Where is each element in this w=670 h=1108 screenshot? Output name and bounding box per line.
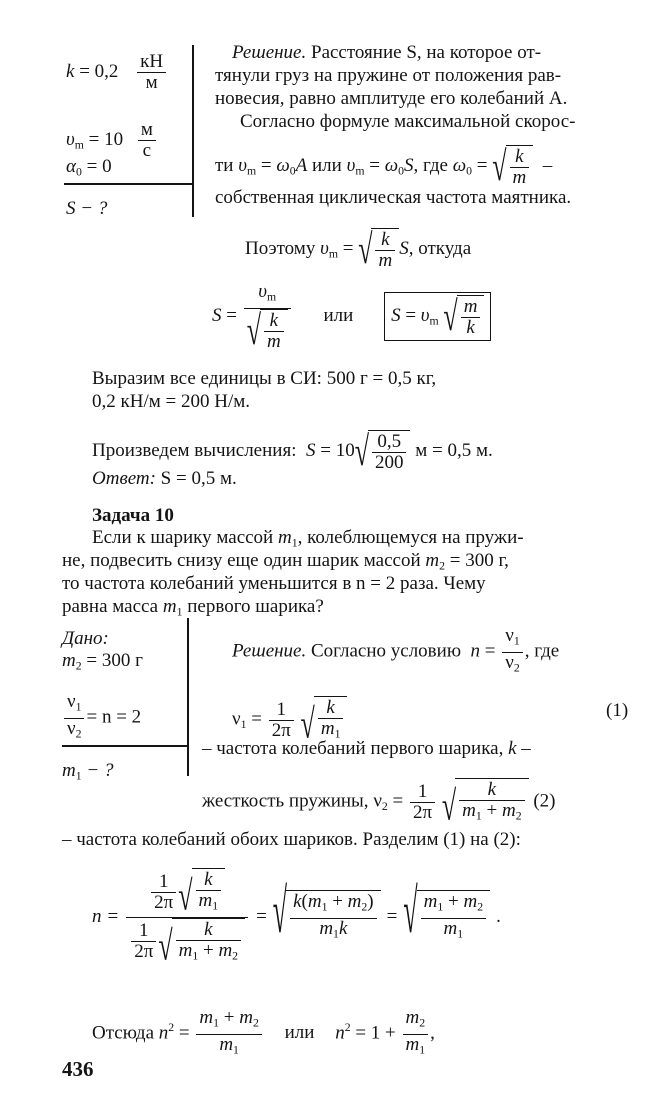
var: ν [232, 708, 241, 730]
var: m [219, 1033, 234, 1055]
or-text: или [284, 1022, 315, 1044]
sub: 1 [333, 927, 339, 941]
var: n [470, 640, 481, 662]
big-frac: $\frac{1}{2\pi}$ √ $\frac{k}{m_1}$ $\frac{1}{2\pi}$ √ $\frac{k}{m_1 + m_2}$ [126, 868, 248, 966]
text: Расстояние S, на которое от- [311, 42, 542, 63]
sub: 1 [176, 605, 183, 619]
var: S [212, 305, 222, 327]
text: Отсюда [92, 1022, 155, 1044]
text: ти [215, 154, 234, 176]
text: Согласно условию [311, 640, 462, 662]
hence-line: Отсюда $n^2$ = $\frac{m_1 + m_2}{m_1}$ или $n^2 = 1$ + $\frac{m_2}{m_1}$ , [92, 1007, 435, 1057]
sub: 1 [334, 727, 341, 741]
var: m [62, 760, 76, 781]
text: Произведем вычисления: [92, 439, 297, 461]
sol1-line1 [232, 42, 636, 64]
sol1-line5: ти $\upsilon_m = \omega_0A$ или $\upsilon_m = \omega_0S$, где $\omega_0$ = √ $\frac{k}{m}$ – [215, 143, 553, 190]
var: m [501, 800, 516, 821]
sub: 0 [289, 164, 296, 178]
sub: 0 [398, 164, 405, 178]
task-p4 [62, 596, 324, 624]
var-alpha: α [66, 156, 76, 177]
sub: 1 [513, 634, 520, 648]
sub: 2 [75, 659, 82, 673]
eq2-line: жесткость пружины, $\nu_2$ = $\frac{1}{2\pi}$ √ $\frac{k}{m_1 + m_2}$ (2) [202, 779, 556, 829]
den: k [466, 317, 475, 339]
solution-label: Решение. [232, 640, 307, 662]
var: m [218, 939, 233, 961]
given-divider [64, 183, 192, 185]
text: – частота колебаний первого шарика, [202, 738, 504, 759]
var: υ [320, 237, 329, 259]
sol1-line4: Согласно формуле максимальной скорос- [240, 111, 576, 132]
den: 2π [154, 891, 174, 913]
sub: 0 [75, 165, 82, 179]
given-k [66, 52, 168, 93]
sub: 2 [75, 727, 82, 741]
given-separator [192, 45, 194, 217]
text: , откуда [408, 237, 472, 259]
den: m [267, 330, 281, 352]
given2-find [62, 760, 113, 788]
num: k [196, 870, 222, 891]
given2-divider [62, 745, 188, 747]
var: m [198, 890, 213, 911]
num: k [264, 311, 284, 332]
sub: 2 [381, 800, 388, 814]
var-k: k [66, 60, 75, 82]
sub: m [328, 247, 338, 261]
dash: – [521, 738, 531, 759]
var: ν [67, 717, 76, 739]
var: m [277, 527, 292, 548]
sol1-line2: тянули груз на пружине от положения рав- [215, 65, 562, 86]
den: 2π [134, 941, 154, 963]
var: n [158, 1022, 169, 1044]
k-unit-den: м [145, 72, 158, 93]
sub: 1 [457, 927, 464, 941]
sub: 1 [291, 536, 298, 550]
num: 1 [410, 782, 435, 803]
var: S [404, 154, 414, 176]
boxed-answer-formula: $S = \upsilon_m$ √ $\frac{m}{k}$ [384, 292, 491, 341]
num: k [510, 147, 530, 168]
var: m [199, 1007, 214, 1028]
v-unit [138, 120, 156, 161]
sub: 1 [213, 1016, 220, 1030]
var: ν [373, 790, 382, 812]
v-value: = 10 [88, 128, 124, 150]
sub: 2 [477, 900, 484, 914]
sup: 2 [168, 1021, 175, 1035]
task-title: Задача 10 [92, 505, 174, 526]
var: S [391, 305, 401, 327]
answer-line [92, 468, 237, 490]
si-line2: 0,2 кН/м = 200 Н/м. [92, 391, 250, 412]
v-unit-den: с [142, 140, 152, 161]
dash: – [542, 154, 553, 176]
alpha-value: = 0 [86, 156, 112, 177]
sup: 2 [344, 1021, 351, 1035]
num: m [461, 297, 481, 318]
k-unit-num: кН [137, 52, 166, 73]
var: m [425, 550, 440, 571]
ratio-derivation: n = $\frac{1}{2\pi}$ √ $\frac{k}{m_1}$ $\frac{1}{2\pi}$ √ $\frac{k}{m_1 + m_2}$ = √ $\frac{k(m_1 + m_2)}{m_1k}$ = √ $\frac{m_1 + m_2}{m_1}$ . [92, 869, 501, 968]
sub: 1 [419, 1043, 426, 1057]
sub: 1 [192, 949, 199, 963]
k-unit [137, 52, 166, 93]
sub: 1 [321, 900, 328, 914]
text: , где [413, 154, 448, 176]
var: ν [505, 625, 514, 646]
num: k [176, 920, 241, 941]
var: m [463, 891, 478, 912]
var: S [399, 237, 409, 259]
var: m [347, 891, 362, 912]
var: m [62, 650, 76, 671]
given2-separator [187, 618, 189, 776]
find-text: − ? [86, 760, 114, 781]
sol2-line1: Решение. Согласно условию n = $\frac{\nu_1}{\nu_2}$ , где [232, 625, 560, 675]
sub: 1 [240, 718, 247, 732]
text: = 300 г, [449, 550, 509, 571]
var: n [335, 1022, 345, 1044]
var: ω [384, 154, 399, 176]
var: ω [452, 154, 467, 176]
den: 200 [374, 452, 404, 473]
k-value: = 0,2 [79, 60, 119, 82]
value: = 300 г [86, 650, 143, 671]
sub: 2 [419, 1016, 426, 1030]
var: A [295, 154, 308, 176]
var: υ [346, 154, 356, 176]
text: жесткость пружины, [202, 790, 369, 812]
sqrt: √ $\frac{m_1 + m_2}{m_1}$ [403, 890, 490, 944]
var: m [405, 1007, 420, 1028]
dot: . [496, 906, 501, 928]
coef: = 10 [320, 439, 355, 461]
var: ω [276, 154, 290, 176]
sub: 0 [466, 164, 473, 178]
given2-label [62, 628, 109, 650]
answer-label: Ответ: [92, 468, 156, 489]
var: n [92, 906, 102, 928]
sol2-line-b: – частота колебаний обоих шариков. Разделим (1) на (2): [62, 829, 521, 850]
sol2-line-a [202, 738, 531, 760]
var: m [178, 939, 193, 961]
sub: 2 [515, 809, 522, 823]
sqrt: √ $\frac{0,5}{200}$ [355, 430, 411, 473]
num: 1 [269, 700, 294, 721]
sub: 2 [232, 949, 239, 963]
den: m [378, 250, 393, 271]
text: Поэтому [245, 237, 316, 259]
var: m [462, 800, 476, 821]
num: k [318, 698, 344, 719]
num: 1 [151, 872, 176, 893]
sub: m [267, 290, 277, 304]
sub: 2 [252, 1016, 259, 1030]
answer-value: S = 0,5 м. [160, 468, 237, 489]
sub: 2 [361, 900, 368, 914]
eq1-tag: (1) [606, 700, 629, 721]
given-alpha [66, 156, 112, 184]
value: = n = 2 [86, 706, 142, 728]
page-number: 436 [62, 1057, 94, 1081]
task-p3: то частота колебаний уменьшится в n = 2 раза. Чему [62, 573, 486, 594]
var: m [239, 1007, 253, 1028]
given-find [66, 198, 107, 220]
var: m [405, 1033, 420, 1055]
sol1-line6: собственная циклическая частота маятника. [215, 187, 572, 208]
num: k [459, 780, 524, 801]
therefore-line: Поэтому $\upsilon_m$ = √ $\frac{k}{m}$ S, откуда [245, 226, 472, 273]
sqrt: √ $\frac{k}{m}$ [358, 228, 399, 271]
frac: $\upsilon_m$ √ $\frac{k}{m}$ [244, 282, 291, 352]
var: S [305, 439, 316, 461]
sub: 2 [439, 559, 445, 573]
var: ν [505, 651, 514, 673]
s-formula-line: S = $\upsilon_m$ √ $\frac{k}{m}$ или $S = \upsilon_m$ √ $\frac{m}{k}$ [212, 282, 491, 352]
sub: m [429, 314, 439, 328]
text: Если к шарику массой [92, 527, 274, 548]
var-v: υ [66, 128, 75, 150]
result: м = 0,5 м. [415, 439, 493, 461]
sub: 1 [75, 700, 82, 714]
calc-line [92, 430, 493, 473]
given-v [66, 120, 158, 161]
find-text: S − ? [66, 198, 108, 219]
sqrt: √ $\frac{k}{m}$ [492, 145, 533, 188]
sub: 1 [475, 809, 482, 823]
text: равна масса [62, 596, 159, 617]
given2-m2 [62, 650, 143, 678]
num: 1 [131, 921, 156, 942]
var: m [443, 917, 458, 939]
var: k [508, 738, 517, 759]
var: m [320, 718, 335, 739]
var: υ [420, 305, 430, 327]
text: или [312, 154, 342, 176]
sub: 1 [233, 1043, 239, 1057]
sqrt: √ $\frac{k(m_1 + m_2)}{m_1k}$ [273, 890, 381, 944]
v-unit-num: м [138, 120, 156, 141]
var: m [423, 891, 438, 912]
text: не, подвесить снизу еще один шарик массой [62, 550, 421, 571]
var: m [307, 891, 322, 912]
var: k [338, 917, 348, 939]
sub: m [246, 164, 257, 178]
sub: 1 [75, 769, 82, 783]
var: k [293, 891, 302, 912]
var: m [319, 917, 334, 939]
eq2-tag: (2) [533, 790, 556, 812]
text: , колеблющемуся на пружи- [297, 527, 524, 548]
sub: m [355, 164, 365, 178]
given-label: Дано: [62, 628, 109, 649]
text: , где [524, 640, 560, 662]
num: k [375, 230, 395, 251]
den: 2π [413, 801, 433, 823]
den: m [512, 167, 527, 188]
text: первого шарика? [187, 596, 324, 617]
sol1-line3: новесия, равно амплитуде его колебаний A. [215, 88, 568, 109]
sub: 1 [437, 900, 444, 914]
sub: m [74, 138, 84, 152]
var: m [162, 596, 177, 617]
var: υ [258, 281, 268, 302]
si-line1: Выразим все единицы в СИ: 500 г = 0,5 кг, [92, 368, 437, 389]
num: 0,5 [372, 432, 407, 453]
var: ν [67, 691, 76, 712]
var: υ [238, 154, 247, 176]
den: 2π [271, 719, 291, 741]
comma: , [430, 1022, 435, 1044]
sub: 2 [513, 661, 520, 675]
solution-label: Решение. [232, 42, 307, 63]
eq1: $\nu_1$ = $\frac{1}{2\pi}$ √ $\frac{k}{m_1}$ [232, 696, 347, 745]
or-text: или [323, 305, 354, 327]
sub: 1 [212, 899, 219, 913]
given2-ratio [62, 692, 141, 744]
